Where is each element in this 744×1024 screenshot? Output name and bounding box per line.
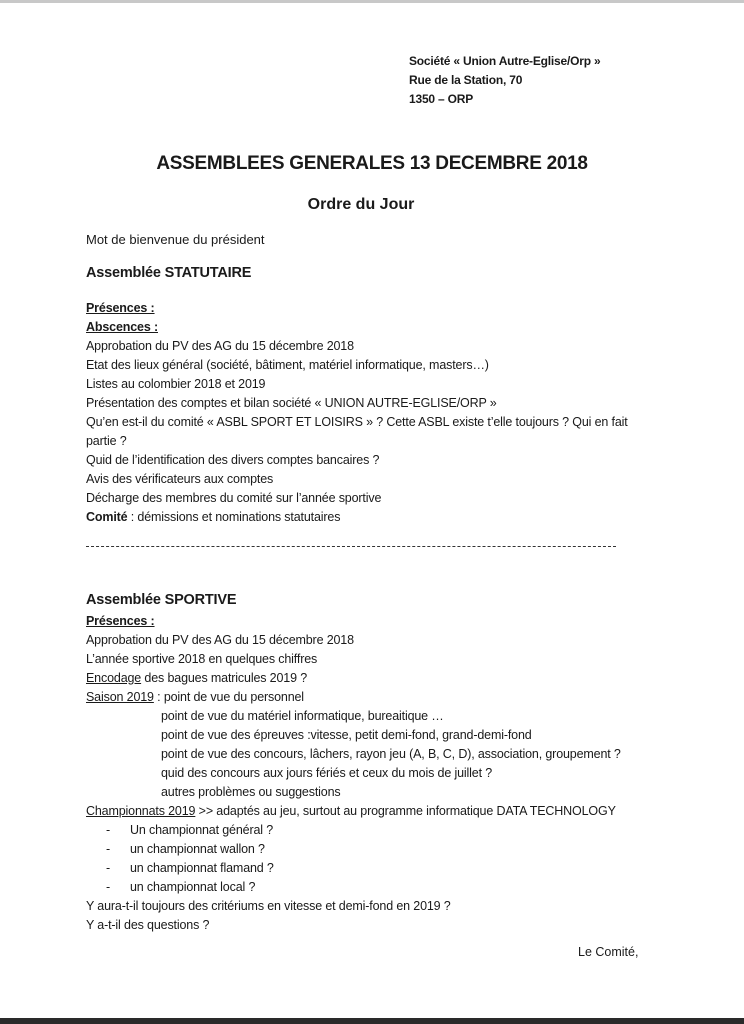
saison-subitem: point de vue des épreuves :vitesse, petit demi-fond, grand-demi-fond — [161, 728, 532, 742]
statutaire-absences: Abscences : — [86, 320, 158, 334]
document-title: ASSEMBLEES GENERALES 13 DECEMBRE 2018 — [156, 153, 588, 174]
agenda-item: Quid de l’identification des divers comptes bancaires ? — [86, 453, 380, 467]
dash-bullet: - — [106, 880, 111, 894]
dash-bullet: - — [106, 861, 111, 875]
agenda-item: Y a-t-il des questions ? — [86, 918, 210, 932]
agenda-item: partie ? — [86, 434, 127, 448]
saison-text: : point de vue du personnel — [153, 690, 304, 704]
sportive-agenda — [86, 612, 621, 935]
agenda-item-comite — [86, 508, 628, 527]
saison-subitem: quid des concours aux jours fériés et ceux du mois de juillet ? — [161, 766, 493, 780]
comite-label: Comité — [86, 510, 128, 524]
agenda-item-championnats — [86, 802, 621, 821]
encodage-label: Encodage — [86, 671, 142, 685]
agenda-item: Qu’en est-il du comité « ASBL SPORT ET LOISIRS » ? Cette ASBL existe t’elle toujours ? Qui en fait — [86, 415, 628, 429]
championnat-bullet: - un championnat flamand ? — [86, 859, 621, 878]
agenda-item: Décharge des membres du comité sur l’année sportive — [86, 491, 382, 505]
championnats-text: >> adaptés au jeu, surtout au programme informatique DATA TECHNOLOGY — [195, 804, 616, 818]
agenda-item: Y aura-t-il toujours des critériums en vitesse et demi-fond en 2019 ? — [86, 899, 451, 913]
agenda-item: Etat des lieux général (société, bâtiment, matériel informatique, masters…) — [86, 358, 489, 372]
sender-city: 1350 – ORP — [409, 92, 474, 106]
encodage-text: des bagues matricules 2019 ? — [141, 671, 308, 685]
sportive-heading: Assemblée SPORTIVE — [86, 592, 237, 608]
scan-top-edge — [0, 0, 744, 3]
saison-subitem: point de vue des concours, lâchers, rayon jeu (A, B, C, D), association, groupement ? — [161, 747, 621, 761]
statutaire-heading: Assemblée STATUTAIRE — [86, 265, 252, 281]
document-subtitle: Ordre du Jour — [307, 196, 415, 213]
saison-subitem: autres problèmes ou suggestions — [161, 785, 341, 799]
championnat-bullet: - un championnat wallon ? — [86, 840, 621, 859]
statutaire-agenda — [86, 299, 628, 527]
agenda-item: Approbation du PV des AG du 15 décembre 2018 — [86, 339, 354, 353]
agenda-item: Avis des vérificateurs aux comptes — [86, 472, 274, 486]
championnats-label: Championnats 2019 — [86, 804, 196, 818]
dash-bullet: - — [106, 823, 111, 837]
agenda-item: L’année sportive 2018 en quelques chiffres — [86, 652, 318, 666]
saison-subitem: point de vue du matériel informatique, bureaitique … — [161, 709, 444, 723]
sportive-presences: Présences : — [86, 614, 155, 628]
signature: Le Comité, — [578, 945, 639, 959]
section-separator — [86, 546, 616, 547]
saison-label: Saison 2019 — [86, 690, 154, 704]
comite-text: : démissions et nominations statutaires — [127, 510, 341, 524]
agenda-item-encodage — [86, 669, 621, 688]
agenda-item: Présentation des comptes et bilan société « UNION AUTRE-EGLISE/ORP » — [86, 396, 497, 410]
agenda-item: Approbation du PV des AG du 15 décembre 2018 — [86, 633, 354, 647]
statutaire-presences: Présences : — [86, 301, 155, 315]
agenda-item-saison — [86, 688, 621, 707]
agenda-item: Listes au colombier 2018 et 2019 — [86, 377, 266, 391]
dash-bullet: - — [106, 842, 111, 856]
championnat-bullet: - un championnat local ? — [86, 878, 621, 897]
sender-street: Rue de la Station, 70 — [409, 73, 523, 87]
sender-address — [409, 52, 600, 109]
championnat-bullet: - Un championnat général ? — [86, 821, 621, 840]
sender-name: Société « Union Autre-Eglise/Orp » — [409, 54, 601, 68]
scan-bottom-edge — [0, 1018, 744, 1024]
welcome-item: Mot de bienvenue du président — [86, 232, 265, 247]
